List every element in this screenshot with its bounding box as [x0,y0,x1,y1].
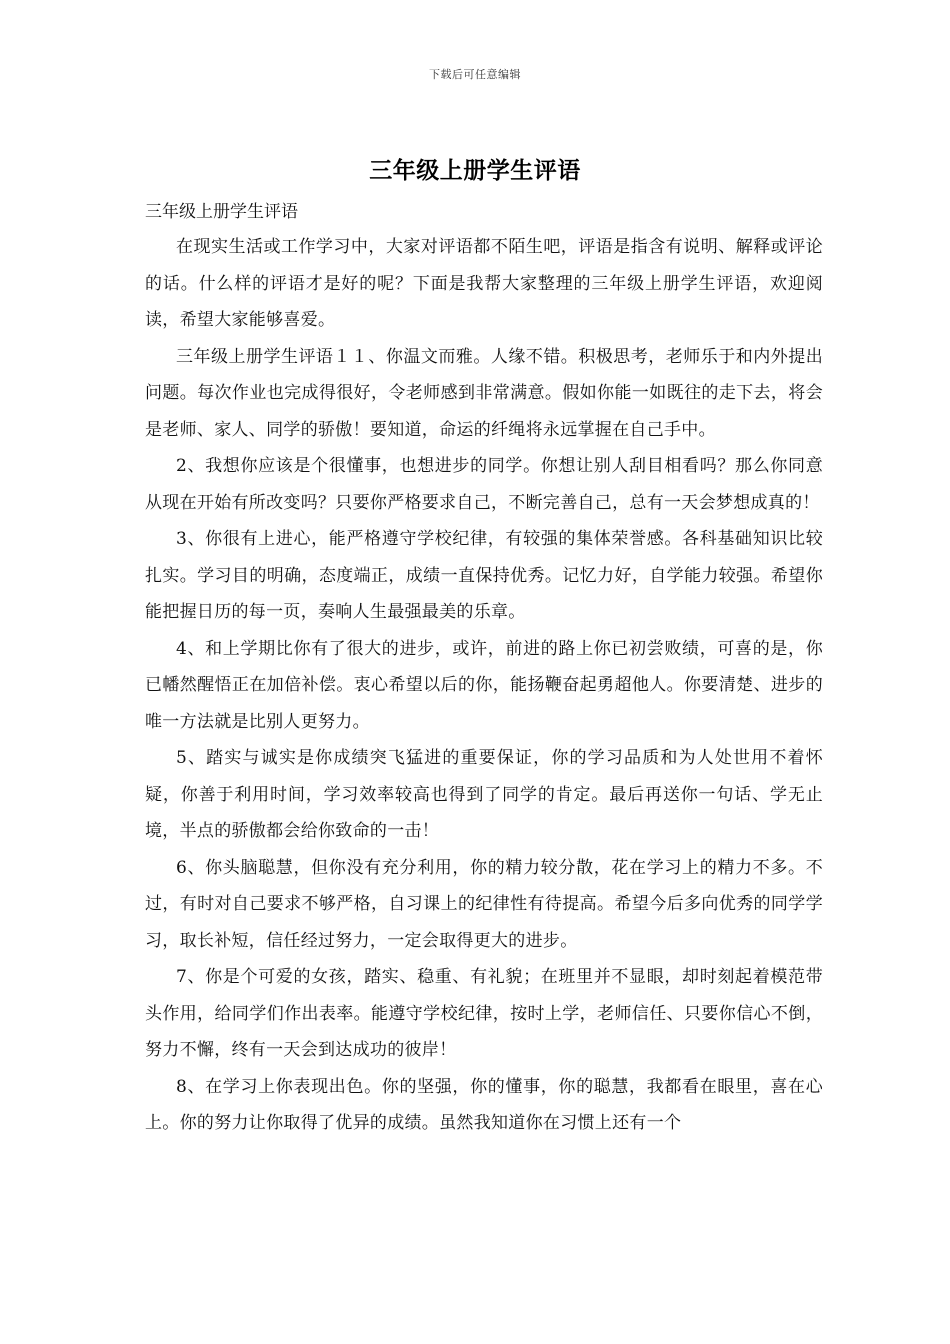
document-body [145,195,823,1142]
paragraph-comment-7: 7、你是个可爱的女孩，踏实、稳重、有礼貌；在班里并不显眼，却时刻起着模范带头作用，给同学们作出表率。能遵守学校纪律，按时上学，老师信任、只要你信心不倒，努力不懈，终有一天会到达成功的彼岸！ [145,967,823,1060]
paragraph-intro: 在现实生活或工作学习中，大家对评语都不陌生吧，评语是指含有说明、解释或评论的话。什么样的评语才是好的呢？下面是我帮大家整理的三年级上册学生评语，欢迎阅读，希望大家能够喜爱。 [145,237,823,330]
document-title: 三年级上册学生评语 [369,157,581,184]
document-subtitle: 三年级上册学生评语 [145,202,298,222]
paragraph-comment-1: 三年级上册学生评语１１、你温文而雅。人缘不错。积极思考，老师乐于和内外提出问题。每次作业也完成得很好，令老师感到非常满意。假如你能一如既往的走下去，将会是老师、家人、同学的骄傲！要知道，命运的纤绳将永远掌握在自己手中。 [145,346,823,440]
paragraph-comment-5: 5、踏实与诚实是你成绩突飞猛进的重要保证，你的学习品质和为人处世用不着怀疑，你善于利用时间，学习效率较高也得到了同学的肯定。最后再送你一句话、学无止境，半点的骄傲都会给你致命的一击！ [145,748,823,841]
paragraph-comment-2: 2、我想你应该是个很懂事，也想进步的同学。你想让别人刮目相看吗？那么你同意从现在开始有所改变吗？只要你严格要求自己，不断完善自己，总有一天会梦想成真的！ [145,456,823,513]
paragraph-comment-6: 6、你头脑聪慧，但你没有充分利用，你的精力较分散，花在学习上的精力不多。不过，有时对自己要求不够严格，自习课上的纪律性有待提高。希望今后多向优秀的同学学习，取长补短，信任经过努力，一定会取得更大的进步。 [145,857,823,951]
header-note: 下载后可任意编辑 [429,68,521,81]
paragraph-comment-4: 4、和上学期比你有了很大的进步，或许，前进的路上你已初尝败绩，可喜的是，你已幡然醒悟正在加倍补偿。衷心希望以后的你，能扬鞭奋起勇超他人。你要清楚、进步的唯一方法就是比别人更努力。 [145,638,823,732]
paragraph-comment-8: 8、在学习上你表现出色。你的坚强，你的懂事，你的聪慧，我都看在眼里，喜在心上。你的努力让你取得了优异的成绩。虽然我知道你在习惯上还有一个 [145,1076,823,1133]
paragraph-comment-3: 3、你很有上进心，能严格遵守学校纪律，有较强的集体荣誉感。各科基础知识比较扎实。学习目的明确，态度端正，成绩一直保持优秀。记忆力好，自学能力较强。希望你能把握日历的每一页，奏响人生最强最美的乐章。 [145,529,823,622]
